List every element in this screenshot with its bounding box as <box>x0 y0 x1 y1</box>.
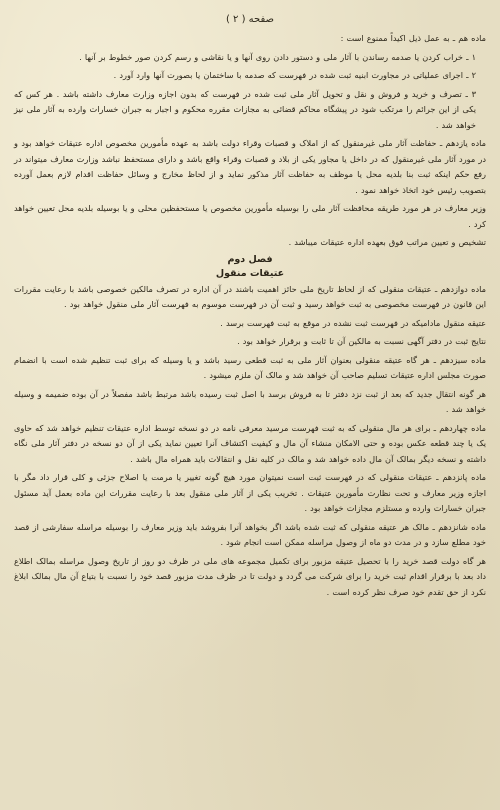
article-13-paragraph-2: هر گونه انتقال جدید که بعد از ثبت نزد دفتر تا به فروش برسد با اصل ثبت رسیده باشد مرتبط باشد مفصلاً در آن بوده ضمیمه و وسیله خواهد شد . <box>14 388 486 414</box>
article-10-clause-2: ۲ ـ اجرای عملیاتی در مجاورت ابنیه ثبت شده در فهرست که صدمه با ساختمان یا بصورت آنها وارد آورد . <box>113 70 476 80</box>
article-11-paragraph-2: وزیر معارف در هر مورد طریقه محافظت آثار ملی را بوسیله مأمورین مخصوص یا مستحفظین محلی و یا بوسیله بلدیه محل تعیین خواهد کرد . <box>14 203 486 229</box>
article-10-clause-3: ۳ ـ تصرف و خرید و فروش و نقل و تحویل آثار ملی ثبت شده در فهرست که بدون اجازه وزارت معارف داشته باشد . هر کس که یکی از این جرائم را مرتکب شود در پیشگاه محاکم قضائی به مجازات مقرره محکوم و اجبار به جبران خسارات وارده به آثار ملی نیز خواهد شد . <box>14 88 476 130</box>
article-11: ماده یازدهم ـ حفاظت آثار ملی غیرمنقول که از املاک و قصبات وقراء دولت باشد به عهده مأمورین مخصوص اداره عتیقات خواهد بود و در مورد آثار ملی غیرمنقول که در داخل یا مجاور یکی از بلاد و قصبات وقراء واقع باشد و دارای مستحفظ نباشد وزارت معارف میتواند در رفع حکم اینکه ثبت بنا بلدیه محل یا موظف به حفاظت آثار مذکور نماید و از لحاظ مخارج و وسائل حفاظت اقدام لازم بعمل آورده بتصویب رئیس خود اتخاذ خواهد نمود . <box>14 138 486 195</box>
article-16: ماده شانزدهم ـ مالک هر عتیقه منقولی که ثبت شده باشد اگر بخواهد آنرا بفروشد باید وزیر معارف را بوسیله مراسله سفارشی از قصد خود مطلع سازد و در مدت دو ماه از وصول مراسله ممکن است انجام شود . <box>14 521 486 547</box>
article-12-paragraph-2: عتیقه منقول مادامیکه در فهرست ثبت نشده در موقع به ثبت فهرست برسد . <box>220 317 486 328</box>
article-10-clause-1: ۱ ـ خراب کردن یا صدمه رساندن با آثار ملی و دستور دادن روی آنها و یا نقاشی و رسم کردن صور خطوط بر آنها . <box>79 51 476 62</box>
article-14: ماده چهاردهم ـ برای هر مال منقولی که به ثبت فهرست مرسید معرفی نامه در دو نسخه توسط اداره عتیقات تنظیم خواهد شد که حاوی یک یا چند قطعه عکس بوده و حتی الامکان منشاء آن مال و کیفیت اکتشاف آنرا تعیین نماید یکی از آن دو نسخه در دفتر آثار ملی نگاه داشته و نسخه دیگر بمالک آن مال داده خواهد شد و مالک در کلیه نقل و انتقالات باید همراه مال باشد . <box>14 422 486 464</box>
article-12-paragraph-3: نتایج ثبت در دفتر آگهی نسبت به مالکین آن تا ثابت و برقرار خواهد بود . <box>237 336 486 346</box>
article-12: ماده دوازدهم ـ عتیقات منقولی که از لحاظ تاریخ ملی حائز اهمیت باشند در آن اداره در تصرف مالکین خصوصی باشد با رعایت مقررات این قانون در فهرست مخصوصی به ثبت خواهد رسید و ثبت آن در فهرست موسوم به فهرست آثار ملی منقول خواهد بود . <box>14 283 486 309</box>
article-16-paragraph-2: هر گاه دولت قصد خرید را با تحصیل عتیقه مزبور برای تکمیل مجموعه های ملی در ظرف دو روز از تاریخ وصول مراسله بمالک اطلاع داد بعد با برقرار اقدام ثبت خرید را برای شرکت می گردد و دولت تا در ظرف مدت مزبور قصد خود را نسبت با بتیاع آن مال بمالک ابلاغ نکرد از حق تقدم خود صرف نظر کرده است . <box>14 555 486 597</box>
article-11-paragraph-3: تشخیص و تعیین مراتب فوق بعهده اداره عتیقات میباشد . <box>288 237 486 247</box>
article-15: ماده پانزدهم ـ عتیقات منقولی که در فهرست ثبت است نمیتوان مورد هیچ گونه تغییر یا مرمت یا اصلاح جزئی و کلی قرار داد مگر با اجازه وزیر معارف و تحت نظارت مأمورین عتیقات . تخریب یکی از آثار ملی منقول بعد با رعایت مقررات این ماده بعمل آید مسئول جبران خسارات وارده و مستلزم مجازات خواهد بود . <box>14 472 486 513</box>
page-number: صفحه ( ۲ ) <box>225 14 275 25</box>
chapter-heading: فصل دوم <box>227 253 273 265</box>
article-13: ماده سیزدهم ـ هر گاه عتیقه منقولی بعنوان آثار ملی به ثبت قطعی رسید باشد و یا وسیله که برای ثبت تنظیم شده است با انضمام صورت مجلس اداره عتیقات تسلیم صاحب آن خواهد شد و مالک آن ملزم میشود . <box>14 354 486 380</box>
chapter-subject-heading: عتیقات منقول <box>215 267 285 279</box>
article-10-title: ماده هم ـ به عمل ذیل اکیداً ممنوع است : <box>340 33 486 43</box>
